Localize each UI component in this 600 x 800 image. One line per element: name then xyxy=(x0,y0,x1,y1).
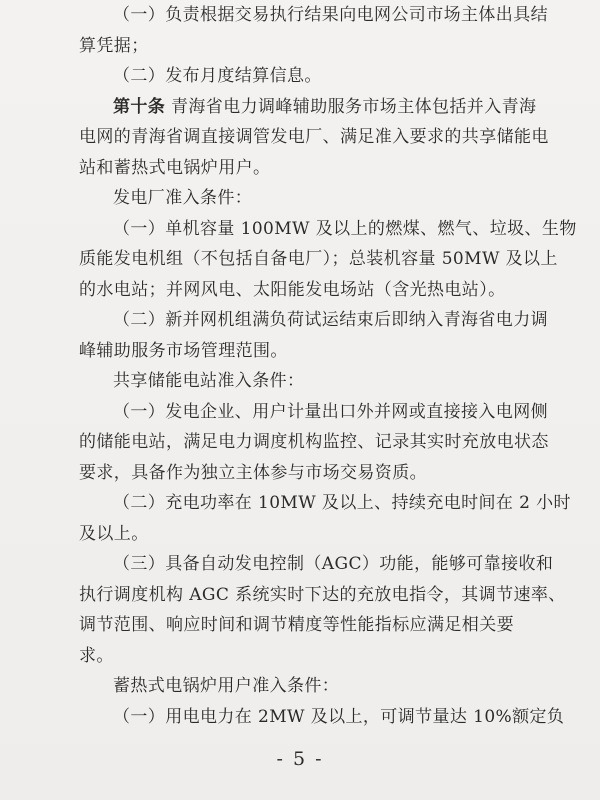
article-label: 第十条 xyxy=(113,96,166,117)
text-line: 峰辅助服务市场管理范围。 xyxy=(79,340,288,361)
text-line: 蓄热式电锅炉用户准入条件： xyxy=(113,676,340,696)
text-line: 发电厂准入条件： xyxy=(113,188,253,208)
text-line: 及以上。 xyxy=(79,523,149,544)
text-line: 执行调度机构 AGC 系统实时下达的充放电指令，其调节速率、 xyxy=(79,584,566,605)
text-line: （二）充电功率在 10MW 及以上、持续充电时间在 2 小时 xyxy=(113,493,571,513)
text-line: （二）新并网机组满负荷试运结束后即纳入青海省电力调 xyxy=(113,310,548,330)
text-line: （一）用电电力在 2MW 及以上，可调节量达 10%额定负 xyxy=(113,706,565,727)
text-line: 共享储能电站准入条件： xyxy=(113,371,305,391)
text-line: （二）发布月度结算信息。 xyxy=(113,66,322,86)
text-line: （一）单机容量 100MW 及以上的燃煤、燃气、垃圾、生物 xyxy=(113,218,577,239)
article-line xyxy=(113,96,536,118)
text-line: 求。 xyxy=(79,645,114,666)
text-span: 青海省电力调峰辅助服务市场主体包括并入青海 xyxy=(165,96,537,117)
text-line: 要求，具备作为独立主体参与市场交易资质。 xyxy=(79,462,427,483)
text-line: 的水电站；并网风电、太阳能发电场站（含光热电站）。 xyxy=(79,279,506,300)
page-number: - 5 - xyxy=(276,748,324,770)
text-line: 算凭据； xyxy=(79,35,149,56)
text-line: 的储能电站，满足电力调度机构监控、记录其实时充放电状态 xyxy=(79,432,549,452)
text-line: 站和蓄热式电锅炉用户。 xyxy=(79,157,271,178)
text-line: （一）发电企业、用户计量出口外并网或直接接入电网侧 xyxy=(113,401,548,422)
text-line: 调节范围、响应时间和调节精度等性能指标应满足相关要 xyxy=(79,615,514,635)
text-line: 电网的青海省调直接调管发电厂、满足准入要求的共享储能电 xyxy=(79,127,549,147)
text-line: 质能发电机组（不包括自备电厂）；总装机容量 50MW 及以上 xyxy=(79,249,558,269)
text-line: （一）负责根据交易执行结果向电网公司市场主体出具结 xyxy=(113,5,548,25)
text-line: （三）具备自动发电控制（AGC）功能，能够可靠接收和 xyxy=(113,554,554,574)
